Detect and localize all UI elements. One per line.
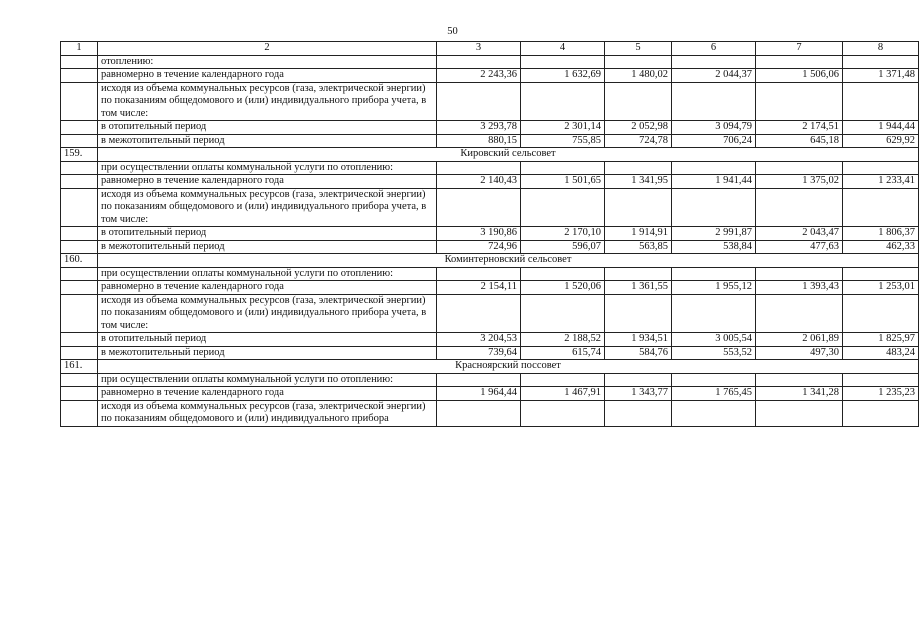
table-row bbox=[61, 188, 919, 227]
header-row bbox=[61, 42, 919, 56]
row-number-cell bbox=[61, 55, 98, 69]
table-row bbox=[61, 161, 919, 175]
row-number-cell bbox=[61, 121, 98, 135]
table-row bbox=[61, 387, 919, 401]
value-cell: 1 934,51 bbox=[605, 333, 672, 347]
value-cell: 1 233,41 bbox=[843, 175, 919, 189]
value-cell: 553,52 bbox=[672, 346, 756, 360]
row-number-cell bbox=[61, 161, 98, 175]
row-label: в отопительный период bbox=[98, 333, 437, 347]
row-label: равномерно в течение календарного года bbox=[98, 387, 437, 401]
value-cell: 2 170,10 bbox=[521, 227, 605, 241]
value-cell bbox=[605, 55, 672, 69]
value-cell bbox=[605, 82, 672, 121]
value-cell: 1 914,91 bbox=[605, 227, 672, 241]
value-cell bbox=[843, 267, 919, 281]
value-cell bbox=[437, 294, 521, 333]
row-label: в отопительный период bbox=[98, 227, 437, 241]
value-cell bbox=[437, 267, 521, 281]
value-cell: 2 140,43 bbox=[437, 175, 521, 189]
table-row bbox=[61, 400, 919, 426]
page-number: 50 bbox=[447, 26, 458, 37]
value-cell: 739,64 bbox=[437, 346, 521, 360]
value-cell bbox=[605, 373, 672, 387]
row-label: исходя из объема коммунальных ресурсов (газа, электрической энергии) по показаниям общедомового и (или) индивидуального прибора учета, в том числе: bbox=[98, 188, 437, 227]
value-cell bbox=[756, 294, 843, 333]
value-cell bbox=[437, 55, 521, 69]
row-number-cell bbox=[61, 175, 98, 189]
row-label: в межотопительный период bbox=[98, 346, 437, 360]
value-cell bbox=[437, 373, 521, 387]
tariff-table bbox=[60, 41, 919, 427]
header-cell: 7 bbox=[756, 42, 843, 56]
value-cell bbox=[521, 373, 605, 387]
value-cell: 2 044,37 bbox=[672, 69, 756, 83]
table-body bbox=[61, 42, 919, 427]
value-cell bbox=[672, 55, 756, 69]
header-cell: 8 bbox=[843, 42, 919, 56]
value-cell bbox=[843, 294, 919, 333]
value-cell: 1 806,37 bbox=[843, 227, 919, 241]
row-number-cell bbox=[61, 69, 98, 83]
table-row bbox=[61, 281, 919, 295]
row-number-cell bbox=[61, 294, 98, 333]
value-cell bbox=[605, 294, 672, 333]
value-cell: 2 991,87 bbox=[672, 227, 756, 241]
value-cell bbox=[756, 188, 843, 227]
value-cell: 724,96 bbox=[437, 240, 521, 254]
value-cell bbox=[756, 373, 843, 387]
header-cell: 5 bbox=[605, 42, 672, 56]
value-cell bbox=[756, 82, 843, 121]
value-cell: 3 190,86 bbox=[437, 227, 521, 241]
value-cell bbox=[843, 55, 919, 69]
value-cell: 1 501,65 bbox=[521, 175, 605, 189]
value-cell: 2 243,36 bbox=[437, 69, 521, 83]
value-cell bbox=[437, 161, 521, 175]
row-label: исходя из объема коммунальных ресурсов (газа, электрической энергии) по показаниям общедомового и (или) индивидуального прибора учета, в том числе: bbox=[98, 82, 437, 121]
value-cell bbox=[843, 373, 919, 387]
row-number-cell bbox=[61, 281, 98, 295]
value-cell: 1 955,12 bbox=[672, 281, 756, 295]
value-cell: 1 235,23 bbox=[843, 387, 919, 401]
value-cell: 1 480,02 bbox=[605, 69, 672, 83]
value-cell bbox=[843, 82, 919, 121]
value-cell: 645,18 bbox=[756, 134, 843, 148]
row-label: в межотопительный период bbox=[98, 240, 437, 254]
value-cell bbox=[672, 400, 756, 426]
value-cell bbox=[521, 55, 605, 69]
row-number-cell: 161. bbox=[61, 360, 98, 374]
row-number-cell bbox=[61, 373, 98, 387]
value-cell bbox=[843, 188, 919, 227]
value-cell bbox=[521, 267, 605, 281]
section-title: Коминтерновский сельсовет bbox=[98, 254, 919, 268]
value-cell: 1 253,01 bbox=[843, 281, 919, 295]
value-cell: 1 765,45 bbox=[672, 387, 756, 401]
table-row bbox=[61, 55, 919, 69]
value-cell: 880,15 bbox=[437, 134, 521, 148]
value-cell: 2 154,11 bbox=[437, 281, 521, 295]
row-label: при осуществлении оплаты коммунальной услуги по отоплению: bbox=[98, 267, 437, 281]
value-cell: 1 520,06 bbox=[521, 281, 605, 295]
value-cell bbox=[437, 82, 521, 121]
header-cell: 2 bbox=[98, 42, 437, 56]
row-label: при осуществлении оплаты коммунальной услуги по отоплению: bbox=[98, 161, 437, 175]
value-cell bbox=[521, 400, 605, 426]
section-title: Красноярский поссовет bbox=[98, 360, 919, 374]
value-cell bbox=[672, 82, 756, 121]
value-cell: 2 301,14 bbox=[521, 121, 605, 135]
value-cell: 1 341,28 bbox=[756, 387, 843, 401]
row-label: отоплению: bbox=[98, 55, 437, 69]
table-row bbox=[61, 333, 919, 347]
row-number-cell: 159. bbox=[61, 148, 98, 162]
row-label: исходя из объема коммунальных ресурсов (газа, электрической энергии) по показаниям общедомового и (или) индивидуального прибора bbox=[98, 400, 437, 426]
row-number-cell: 160. bbox=[61, 254, 98, 268]
value-cell: 1 371,48 bbox=[843, 69, 919, 83]
value-cell: 1 632,69 bbox=[521, 69, 605, 83]
value-cell: 1 341,95 bbox=[605, 175, 672, 189]
value-cell: 2 174,51 bbox=[756, 121, 843, 135]
value-cell bbox=[756, 161, 843, 175]
row-number-cell bbox=[61, 134, 98, 148]
value-cell: 3 204,53 bbox=[437, 333, 521, 347]
table-row bbox=[61, 346, 919, 360]
header-cell: 3 bbox=[437, 42, 521, 56]
value-cell bbox=[437, 188, 521, 227]
row-number-cell bbox=[61, 346, 98, 360]
row-number-cell bbox=[61, 188, 98, 227]
header-cell: 4 bbox=[521, 42, 605, 56]
row-label: равномерно в течение календарного года bbox=[98, 175, 437, 189]
row-label: равномерно в течение календарного года bbox=[98, 281, 437, 295]
table-row bbox=[61, 240, 919, 254]
row-number-cell bbox=[61, 227, 98, 241]
row-number-cell bbox=[61, 333, 98, 347]
section-title: Кировский сельсовет bbox=[98, 148, 919, 162]
value-cell: 3 005,54 bbox=[672, 333, 756, 347]
value-cell: 2 188,52 bbox=[521, 333, 605, 347]
value-cell bbox=[672, 294, 756, 333]
value-cell: 615,74 bbox=[521, 346, 605, 360]
value-cell: 1 393,43 bbox=[756, 281, 843, 295]
header-cell: 1 bbox=[61, 42, 98, 56]
value-cell: 1 506,06 bbox=[756, 69, 843, 83]
value-cell: 538,84 bbox=[672, 240, 756, 254]
row-label: исходя из объема коммунальных ресурсов (газа, электрической энергии) по показаниям общедомового и (или) индивидуального прибора учета, в том числе: bbox=[98, 294, 437, 333]
value-cell: 1 375,02 bbox=[756, 175, 843, 189]
value-cell bbox=[605, 267, 672, 281]
value-cell: 1 361,55 bbox=[605, 281, 672, 295]
value-cell bbox=[672, 267, 756, 281]
table-row bbox=[61, 69, 919, 83]
value-cell: 497,30 bbox=[756, 346, 843, 360]
value-cell bbox=[605, 400, 672, 426]
value-cell: 1 467,91 bbox=[521, 387, 605, 401]
section-row bbox=[61, 148, 919, 162]
value-cell: 724,78 bbox=[605, 134, 672, 148]
value-cell: 2 061,89 bbox=[756, 333, 843, 347]
section-row bbox=[61, 360, 919, 374]
row-label: равномерно в течение календарного года bbox=[98, 69, 437, 83]
table-row bbox=[61, 267, 919, 281]
value-cell bbox=[672, 373, 756, 387]
value-cell bbox=[843, 161, 919, 175]
header-cell: 6 bbox=[672, 42, 756, 56]
value-cell bbox=[521, 161, 605, 175]
value-cell: 462,33 bbox=[843, 240, 919, 254]
value-cell: 596,07 bbox=[521, 240, 605, 254]
table-row bbox=[61, 134, 919, 148]
value-cell bbox=[521, 294, 605, 333]
section-row bbox=[61, 254, 919, 268]
value-cell: 1 944,44 bbox=[843, 121, 919, 135]
row-label: при осуществлении оплаты коммунальной услуги по отоплению: bbox=[98, 373, 437, 387]
row-number-cell bbox=[61, 267, 98, 281]
value-cell: 1 343,77 bbox=[605, 387, 672, 401]
value-cell bbox=[605, 161, 672, 175]
row-number-cell bbox=[61, 387, 98, 401]
value-cell: 563,85 bbox=[605, 240, 672, 254]
value-cell: 706,24 bbox=[672, 134, 756, 148]
row-number-cell bbox=[61, 82, 98, 121]
value-cell: 483,24 bbox=[843, 346, 919, 360]
row-label: в межотопительный период bbox=[98, 134, 437, 148]
value-cell: 3 293,78 bbox=[437, 121, 521, 135]
value-cell bbox=[521, 188, 605, 227]
value-cell bbox=[437, 400, 521, 426]
table-row bbox=[61, 227, 919, 241]
value-cell: 755,85 bbox=[521, 134, 605, 148]
value-cell bbox=[672, 161, 756, 175]
table-row bbox=[61, 82, 919, 121]
row-number-cell bbox=[61, 400, 98, 426]
value-cell: 629,92 bbox=[843, 134, 919, 148]
value-cell bbox=[756, 267, 843, 281]
value-cell: 1 941,44 bbox=[672, 175, 756, 189]
table-row bbox=[61, 175, 919, 189]
value-cell: 1 825,97 bbox=[843, 333, 919, 347]
value-cell bbox=[756, 55, 843, 69]
table-row bbox=[61, 121, 919, 135]
row-label: в отопительный период bbox=[98, 121, 437, 135]
value-cell: 1 964,44 bbox=[437, 387, 521, 401]
table-row bbox=[61, 373, 919, 387]
value-cell: 2 052,98 bbox=[605, 121, 672, 135]
value-cell: 2 043,47 bbox=[756, 227, 843, 241]
value-cell: 477,63 bbox=[756, 240, 843, 254]
table-row bbox=[61, 294, 919, 333]
value-cell bbox=[521, 82, 605, 121]
value-cell: 3 094,79 bbox=[672, 121, 756, 135]
value-cell: 584,76 bbox=[605, 346, 672, 360]
value-cell bbox=[672, 188, 756, 227]
value-cell bbox=[756, 400, 843, 426]
value-cell bbox=[605, 188, 672, 227]
row-number-cell bbox=[61, 240, 98, 254]
value-cell bbox=[843, 400, 919, 426]
